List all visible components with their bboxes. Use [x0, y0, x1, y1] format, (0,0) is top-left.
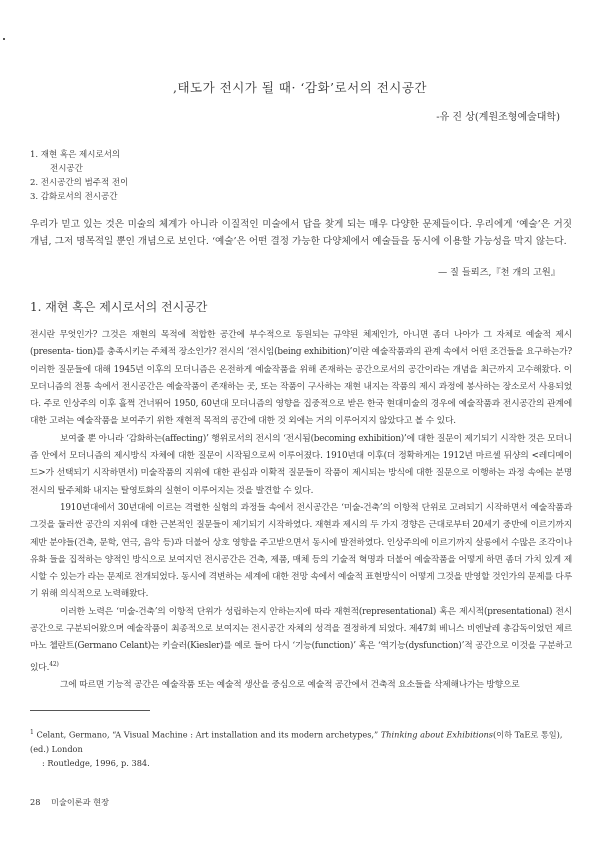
footnote-reference[interactable]: 42)	[49, 660, 59, 668]
body-text	[30, 327, 572, 694]
footnote-citation-tail: (이하 TaE로 통일), (ed.) London	[30, 729, 563, 754]
footnote-marker: 1	[30, 729, 34, 736]
footnote-line: : Routledge, 1996, p. 384.	[42, 757, 150, 768]
footnote-book-title: Thinking about Exhibitions	[380, 729, 494, 740]
paragraph: 보여줄 뿐 아니라 ‘감화하는(affecting)’ 행위로서의 전시의 ‘전시됨(becoming exhibition)’에 대한 질문이 제기되기 시작한 것은 모더니즘 안에서 모더니즘의 제시방식 자체에 대한 질문이 시작됨으로써 이루어졌다. 1910년대 이후(더 정확하게는 1912년 마르셀 뒤샹의 <레디메이드>가 선택되기 시작하면서) 미술작품의 지위에 대한 관심과 이확적 질문들이 작품이 제시되는 방식에 대한 질문으로 이행하는 과정 속에는 분명 전시의 탈주체화 내지는 탈영토화의 실현이 이루어지는 것을 발견할 수 있다.	[30, 433, 572, 496]
scan-speck	[3, 38, 5, 40]
paragraph	[30, 604, 572, 677]
epigraph-text: 우리가 믿고 있는 것은 미술의 체계가 아니라 이질적인 미술에서 답을 찾게 되는 매우 다양한 문제들이다. 우리에게 ‘예술’은 거짓 개념, 그저 명목적일 뿐인 개념으로 보인다. ‘예술’은 어떤 결정 가능한 다양체에서 예술들을 동시에 이용할 가능성을 막지 않는다.	[30, 219, 572, 247]
footnote	[30, 726, 570, 770]
toc-item: 전시공간	[50, 164, 83, 174]
running-title: 미술이론과 현장	[51, 797, 109, 807]
toc-item: 2. 전시공간의 범주적 전이	[30, 178, 129, 188]
paragraph: 그에 따르면 기능적 공간은 예술작품 또는 예술적 생산을 중심으로 예술적 공간에서 건축적 요소들을 삭제해나가는 방향으로	[60, 679, 520, 690]
title-block	[0, 78, 600, 96]
footnote-line	[30, 726, 570, 756]
toc-item: 1. 재현 혹은 제시로서의	[30, 150, 121, 160]
paragraph: 1910년대에서 30년대에 이르는 격렬한 실험의 과정들 속에서 전시공간은 ‘미술-건축’의 이항적 단위로 고려되기 시작하면서 예술작품과 그것을 둘러싼 공간의 지위에 대한 근본적인 질문들이 제기되기 시작하였다. 재현과 제시의 두 가지 경향은 근대로부터 20세기 중반에 이르기까지 제반 분야들(건축, 문학, 연극, 음악 등)과 더불어 상호 영향을 주고받으면서 동시에 발전하였다. 인상주의에 이르기까지 살롱에서 수많은 조각이나 유화 들을 집적하는 양적인 방식으로 보여지던 전시공간은 건축, 제품, 매체 등의 기술적 혁명과 더불어 예술작품을 어떻게 하면 좀더 가치 있게 제시할 수 있는가 라는 문제로 전개되었다. 동시에 격변하는 세계에 대한 전망 속에서 예술적 표현방식이 어떻게 그것을 반영할 것인가의 문제를 다루기 위해 의식적으로 노력해왔다.	[30, 502, 572, 600]
paragraph-text: 이러한 노력은 ‘미술-건축’의 이항적 단위가 성립하는지 안하는지에 따라 재현적(representational) 혹은 제시적(presentational) 전시공간으로 구분되어왔으며 예술작품이 최종적으로 보여지는 전시공간 자체의 성격을 결정하게 되었다. 제47회 베니스 비엔날레 총감독이었던 제르마노 첼란트(Germano Celant)는 키슬러(Kiesler)를 예로 들어 다시 ‘기능(function)’ 혹은 ‘역기능(dysfunction)’적 공간으로 이것을 구분하고 있다.	[30, 606, 572, 673]
page-number: 28	[30, 797, 41, 807]
page-footer	[30, 797, 117, 808]
table-of-contents	[30, 148, 128, 204]
toc-item: 3. 감화로서의 전시공간	[30, 192, 118, 202]
section-heading: 1. 재현 혹은 제시로서의 전시공간	[30, 300, 208, 314]
epigraph-attribution: — 질 들뢰즈,『천 개의 고원』	[437, 267, 560, 278]
paragraph: 전시란 무엇인가? 그것은 재현의 목적에 적합한 공간에 부수적으로 동원되는 규약된 체제인가, 아니면 좀더 나아가 그 자체로 예술적 제시(presenta- tion)를 충족시키는 주체적 장소인가? 전시의 ‘전시임(being exhibition)’이란 예술작품과의 관계 속에서 어떤 조건들을 요구하는가? 이러한 질문들에 대해 1945년 이후의 모더니즘은 온전하게 예술작품을 위해 존재하는 공간으로서의 공간이라는 개념을 최근까지 고수해왔다. 이 모더니즘의 전통 속에서 전시공간은 예술작품이 존재하는 곳, 또는 작품이 구사하는 재현 내지는 작품의 제시 과정에 봉사하는 장소로서 사용되었다. 주로 인상주의 이후 흘쩍 건너뛰어 1950, 60년대 모더니즘의 영향을 집중적으로 받은 한국 현대미술의 경우에 예술작품과 전시공간의 관계에 대한 고려는 예술작품을 보여주기 위한 재현적 목적의 공간에 대한 것 외에는 거의 이루어지지 않았다고 볼 수 있다.	[30, 330, 572, 427]
article-title: ,태도가 전시가 될 때· ‘감화’로서의 전시공간	[172, 80, 428, 95]
footnote-citation: Celant, Germano, “A Visual Machine : Art installation and its modern archetypes,”	[36, 729, 379, 740]
footnote-divider	[30, 710, 150, 711]
author-line: -유 진 상(계원조형예술대학)	[436, 112, 560, 123]
